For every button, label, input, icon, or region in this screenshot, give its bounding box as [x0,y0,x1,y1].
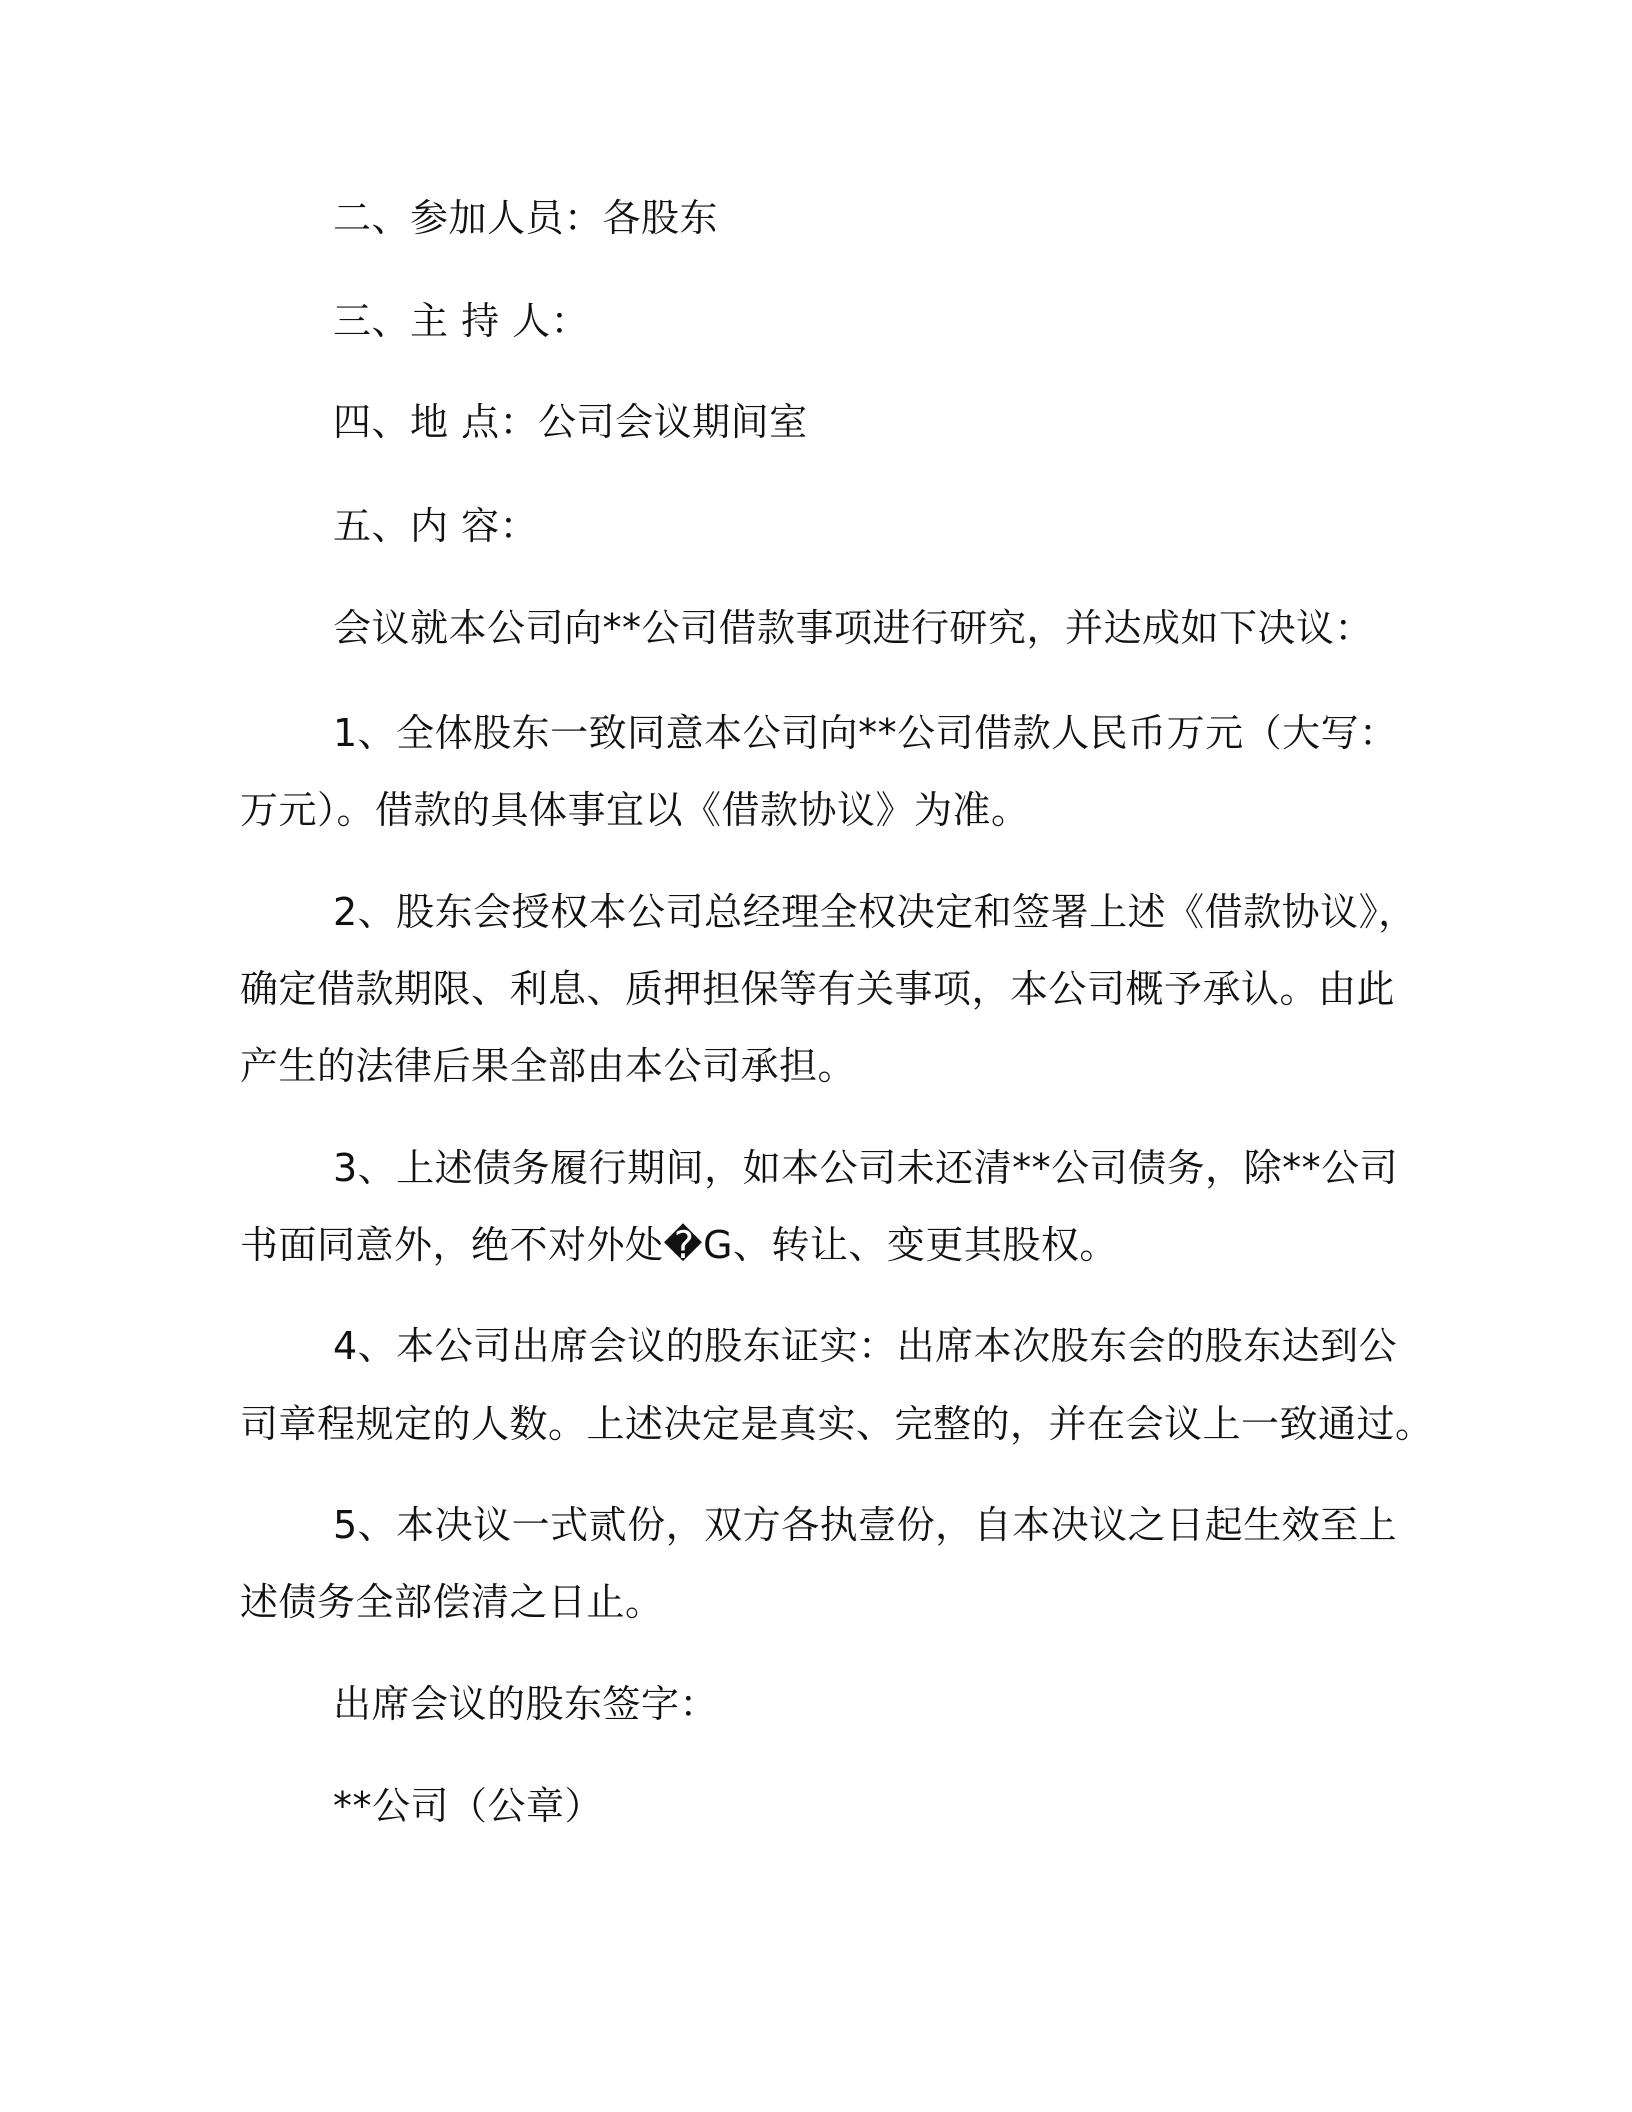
resolution-1-line-1: 1、全体股东一致同意本公司向**公司借款人民币万元（大写： [333,711,1398,755]
seal-label: **公司（公章） [333,1784,604,1828]
resolution-4-line-2: 司章程规定的人数。上述决定是真实、完整的，并在会议上一致通过。 [240,1402,1434,1446]
resolution-5-line-1: 5、本决议一式贰份，双方各执壹份，自本决议之日起生效至上 [333,1503,1398,1547]
participants-line: 二、参加人员：各股东 [333,196,719,240]
resolution-2-line-2: 确定借款期限、利息、质押担保等有关事项，本公司概予承认。由此 [240,967,1396,1011]
resolution-4-line-1: 4、本公司出席会议的股东证实：出席本次股东会的股东达到公 [333,1324,1398,1368]
content-line: 五、内 容： [333,504,539,548]
host-line: 三、主 持 人： [333,299,590,343]
resolution-2-line-1: 2、股东会授权本公司总经理全权决定和签署上述《借款协议》， [333,890,1417,934]
resolution-2-line-3: 产生的法律后果全部由本公司承担。 [240,1044,857,1088]
resolution-3-line-2: 书面同意外，绝不对外处�G、转让、变更其股权。 [240,1223,1118,1267]
signature-label: 出席会议的股东签字： [333,1682,719,1726]
resolution-3-line-1: 3、上述债务履行期间，如本公司未还清**公司债务，除**公司 [333,1146,1399,1190]
resolution-1-line-2: 万元）。借款的具体事宜以《借款协议》为准。 [240,788,1030,832]
intro-line: 会议就本公司向**公司借款事项进行研究，并达成如下决议： [333,606,1374,650]
location-line: 四、地 点：公司会议期间室 [333,400,808,444]
resolution-5-line-2: 述债务全部偿清之日止。 [240,1580,664,1624]
